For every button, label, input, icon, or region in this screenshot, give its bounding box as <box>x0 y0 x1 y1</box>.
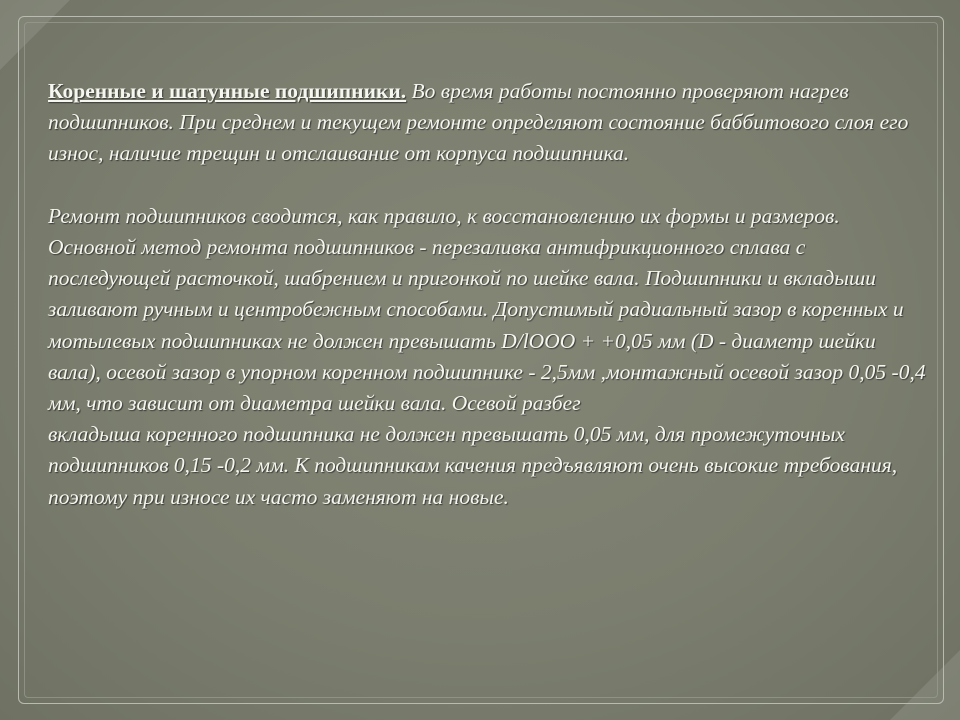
section-heading: Коренные и шатунные подшипники. <box>48 79 407 103</box>
paragraph-bearings-inspection <box>48 76 926 170</box>
paragraph-bearings-repair: Ремонт подшипников сводится, как правило, к восстановлению их формы и размеров. Основной метод ремонта подшипников - перезаливка антифрикционного сплава с последующей расточкой, шабрением и пригонкой по шейке вала. Подшипники и вкладыши заливают ручным и центробежным способами. Допустимый радиальный зазор в коренных и мотылевых подшипниках не должен превышать D/lООО + +0,05 мм (D - диаметр шейки вала), осевой зазор в упорном коренном подшипнике - 2,5мм ,монтажный осевой зазор 0,05 -0,4 мм, что зависит от диаметра шейки вала. Осевой разбег <box>48 203 926 416</box>
paragraph-text: Во время работы постоянно проверяют нагрев подшипников. При среднем и текущем ремонте определяют состояние баббитового слоя его износ, наличие трещин и отслаивание от корпуса подшипника. <box>48 79 909 166</box>
paragraph-spacer <box>48 170 926 201</box>
paragraph-bearings-clearance: вкладыша коренного подшипника не должен превышать 0,05 мм, для промежуточных подшипников 0,15 -0,2 мм. К подшипникам качения предъявляют очень высокие требования, поэтому при износе их часто заменяют на новые. <box>48 422 898 509</box>
text-content <box>48 76 926 513</box>
